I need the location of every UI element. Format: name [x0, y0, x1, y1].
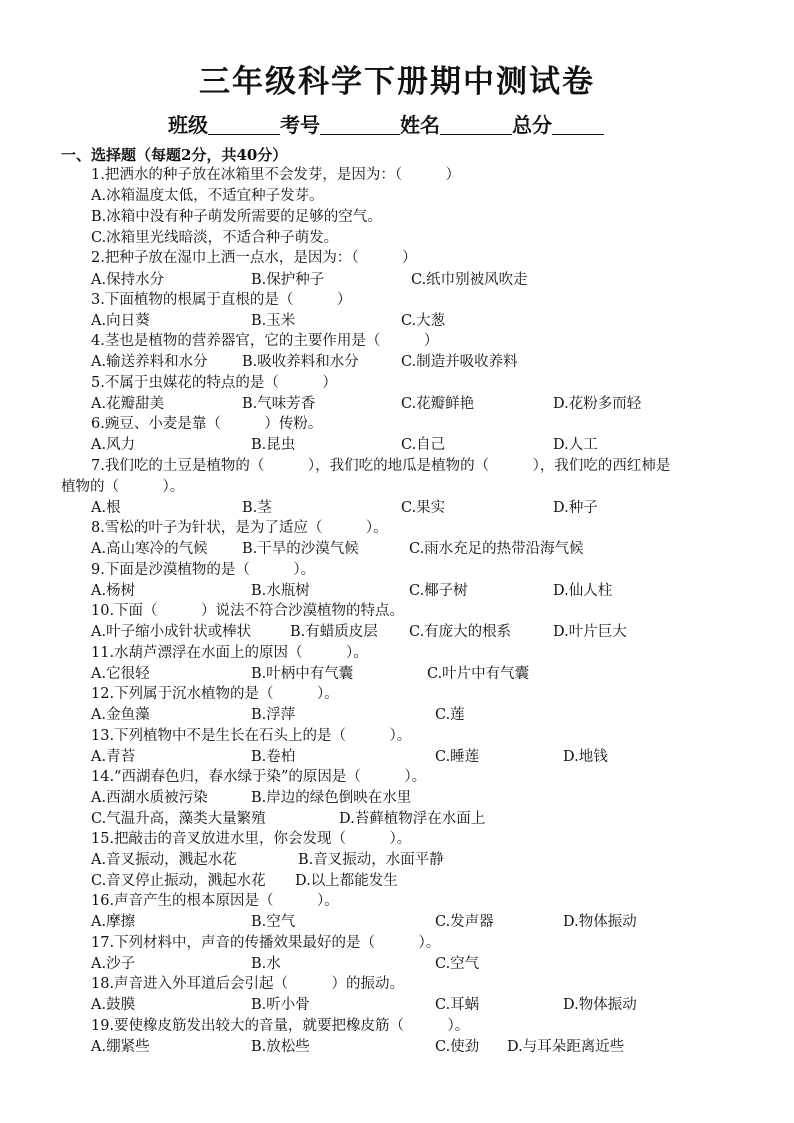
answer-option: D.苔藓植物浮在水面上 [339, 811, 486, 827]
answer-option: B.音叉振动，水面平静 [298, 852, 444, 868]
answer-option: C.纸巾别被风吹走 [411, 272, 528, 288]
answer-option: D.地钱 [563, 749, 608, 765]
answer-options-row [91, 705, 771, 725]
answer-option: A.西湖水质被污染 [91, 790, 208, 806]
answer-option: B.叶柄中有气囊 [251, 666, 354, 682]
answer-option: B.水 [251, 956, 281, 972]
question-text: 3.下面植物的根属于直根的是（ ） [91, 292, 352, 308]
question-text: 2.把种子放在湿巾上洒一点水，是因为：（ ） [91, 250, 417, 266]
answer-option: B.放松些 [251, 1039, 310, 1055]
total-score-label: 总分 [512, 113, 552, 137]
answer-option: C.雨水充足的热带沿海气候 [409, 541, 584, 557]
answer-option: C.果实 [401, 500, 446, 516]
question-text: 18.声音进入外耳道后会引起（ ）的振动。 [91, 976, 405, 992]
question-text: 11.水葫芦漂浮在水面上的原因（ ）。 [91, 645, 368, 661]
answer-option: B.干旱的沙漠气候 [242, 541, 359, 557]
answer-options-row [91, 394, 771, 414]
answer-option: B.岸边的绿色倒映在水里 [251, 790, 412, 806]
question-text: 13.下列植物中不是生长在石头上的是（ ）。 [91, 728, 412, 744]
question-text: 5.不属于虫媒花的特点的是（ ） [91, 375, 337, 391]
answer-option: A.鼓膜 [91, 997, 136, 1013]
exam-no-label: 考号 [280, 113, 320, 137]
answer-option: B.卷柏 [251, 749, 296, 765]
answer-option: A.它很轻 [91, 666, 150, 682]
answer-option: A.风力 [91, 437, 136, 453]
answer-option: C.使劲 [435, 1039, 480, 1055]
answer-option: C.音叉停止振动，溅起水花 [91, 873, 266, 889]
answer-options-row [91, 995, 771, 1015]
question-text: 15.把敲击的音叉放进水里，你会发现（ ）。 [91, 831, 412, 847]
answer-option: D.人工 [553, 437, 598, 453]
answer-options-row [91, 435, 771, 455]
answer-option: C.有庞大的根系 [409, 624, 512, 640]
answer-option: D.花粉多而轻 [553, 396, 642, 412]
answer-option: C.冰箱里光线暗淡，不适合种子萌发。 [91, 230, 339, 246]
answer-option: A.输送养料和水分 [91, 354, 208, 370]
answer-option: A.叶子缩小成针状或棒状 [91, 624, 252, 640]
question-text: 4.茎也是植物的营养器官，它的主要作用是（ ） [91, 333, 439, 349]
question-text: 14.“西湖春色归，春水绿于染”的原因是（ ）。 [91, 769, 427, 785]
answer-option: A.花瓣甜美 [91, 396, 165, 412]
answer-options-row [91, 809, 771, 829]
answer-option: A.音叉振动，溅起水花 [91, 852, 237, 868]
answer-options-row [91, 912, 771, 932]
answer-option: B.吸收养料和水分 [242, 354, 359, 370]
answer-options-row [91, 664, 771, 684]
answer-option: D.物体振动 [563, 914, 637, 930]
answer-option: A.绷紧些 [91, 1039, 150, 1055]
answer-option: A.保持水分 [91, 272, 165, 288]
question-text: 9.下面是沙漠植物的是（ ）。 [91, 562, 316, 578]
answer-options-row [91, 747, 771, 767]
answer-option: B.听小骨 [251, 997, 310, 1013]
name-label: 姓名 [400, 113, 440, 137]
total-score-blank [552, 114, 604, 135]
question-text: 19.要使橡皮筋发出较大的音量，就要把橡皮筋（ ）。 [91, 1018, 470, 1034]
answer-options-row [91, 311, 771, 331]
class-blank [208, 114, 280, 135]
question-text: 8.雪松的叶子为针状，是为了适应（ ）。 [91, 520, 388, 536]
answer-option: B.保护种子 [251, 272, 325, 288]
answer-option: A.沙子 [91, 956, 136, 972]
answer-option: C.椰子树 [409, 583, 468, 599]
answer-option: D.与耳朵距离近些 [507, 1039, 625, 1055]
answer-option: B.玉米 [251, 313, 296, 329]
exam-no-blank [320, 114, 400, 135]
answer-option: C.叶片中有气囊 [427, 666, 530, 682]
question-text: 12.下列属于沉水植物的是（ ）。 [91, 686, 339, 702]
answer-option: C.耳蜗 [435, 997, 480, 1013]
answer-option: A.根 [91, 500, 121, 516]
question-text: 7.我们吃的土豆是植物的（ ），我们吃的地瓜是植物的（ ），我们吃的西红柿是 [91, 458, 671, 474]
answer-option: C.发声器 [435, 914, 494, 930]
answer-option: B.水瓶树 [251, 583, 310, 599]
answer-option: A.高山寒冷的气候 [91, 541, 208, 557]
page-title: 三年级科学下册期中测试卷 [199, 64, 595, 100]
answer-option: A.金鱼藻 [91, 707, 150, 723]
answer-options-row [91, 352, 771, 372]
class-label: 班级 [168, 113, 208, 137]
answer-option: C.大葱 [401, 313, 446, 329]
answer-option: C.花瓣鲜艳 [401, 396, 475, 412]
answer-option: B.气味芳香 [242, 396, 316, 412]
answer-options-row [91, 871, 771, 891]
answer-option: B.昆虫 [251, 437, 296, 453]
answer-option: C.自己 [401, 437, 446, 453]
question-text: 1.把洒水的种子放在冰箱里不会发芽，是因为：（ ） [91, 167, 461, 183]
answer-option: A.冰箱温度太低，不适宜种子发芽。 [91, 188, 324, 204]
answer-option: B.茎 [242, 500, 272, 516]
section-heading: 一、选择题（每题2分，共40分） [61, 146, 288, 164]
question-text: 16.声音产生的根本原因是（ ）。 [91, 893, 339, 909]
question-text: 10.下面（ ）说法不符合沙漠植物的特点。 [91, 603, 405, 619]
answer-options-row [91, 498, 771, 518]
answer-option: D.仙人柱 [553, 583, 613, 599]
answer-option: C.气温升高，藻类大量繁殖 [91, 811, 266, 827]
student-info-row [168, 112, 604, 138]
answer-option: C.制造并吸收养料 [401, 354, 518, 370]
answer-option: D.以上都能发生 [295, 873, 398, 889]
answer-options-row [91, 581, 771, 601]
answer-option: C.空气 [435, 956, 480, 972]
answer-options-row [91, 850, 771, 870]
answer-options-row [91, 622, 771, 642]
question-text: 6.豌豆、小麦是靠（ ）传粉。 [91, 416, 323, 432]
answer-option: D.物体振动 [563, 997, 637, 1013]
answer-option: B.冰箱中没有种子萌发所需要的足够的空气。 [91, 209, 382, 225]
answer-option: A.向日葵 [91, 313, 150, 329]
answer-option: B.有蜡质皮层 [290, 624, 378, 640]
answer-options-row [91, 1037, 771, 1057]
answer-option: B.浮萍 [251, 707, 296, 723]
answer-option: A.杨树 [91, 583, 136, 599]
answer-option: A.青苔 [91, 749, 136, 765]
answer-option: A.摩擦 [91, 914, 136, 930]
answer-options-row [91, 954, 771, 974]
answer-option: D.叶片巨大 [553, 624, 627, 640]
answer-option: C.莲 [435, 707, 465, 723]
question-text-continued: 植物的（ ）。 [61, 479, 185, 495]
question-text: 17.下列材料中，声音的传播效果最好的是（ ）。 [91, 935, 441, 951]
answer-option: D.种子 [553, 500, 598, 516]
answer-options-row [91, 270, 771, 290]
answer-options-row [91, 539, 771, 559]
answer-option: C.睡莲 [435, 749, 480, 765]
name-blank [440, 114, 512, 135]
answer-options-row [91, 788, 771, 808]
answer-option: B.空气 [251, 914, 296, 930]
